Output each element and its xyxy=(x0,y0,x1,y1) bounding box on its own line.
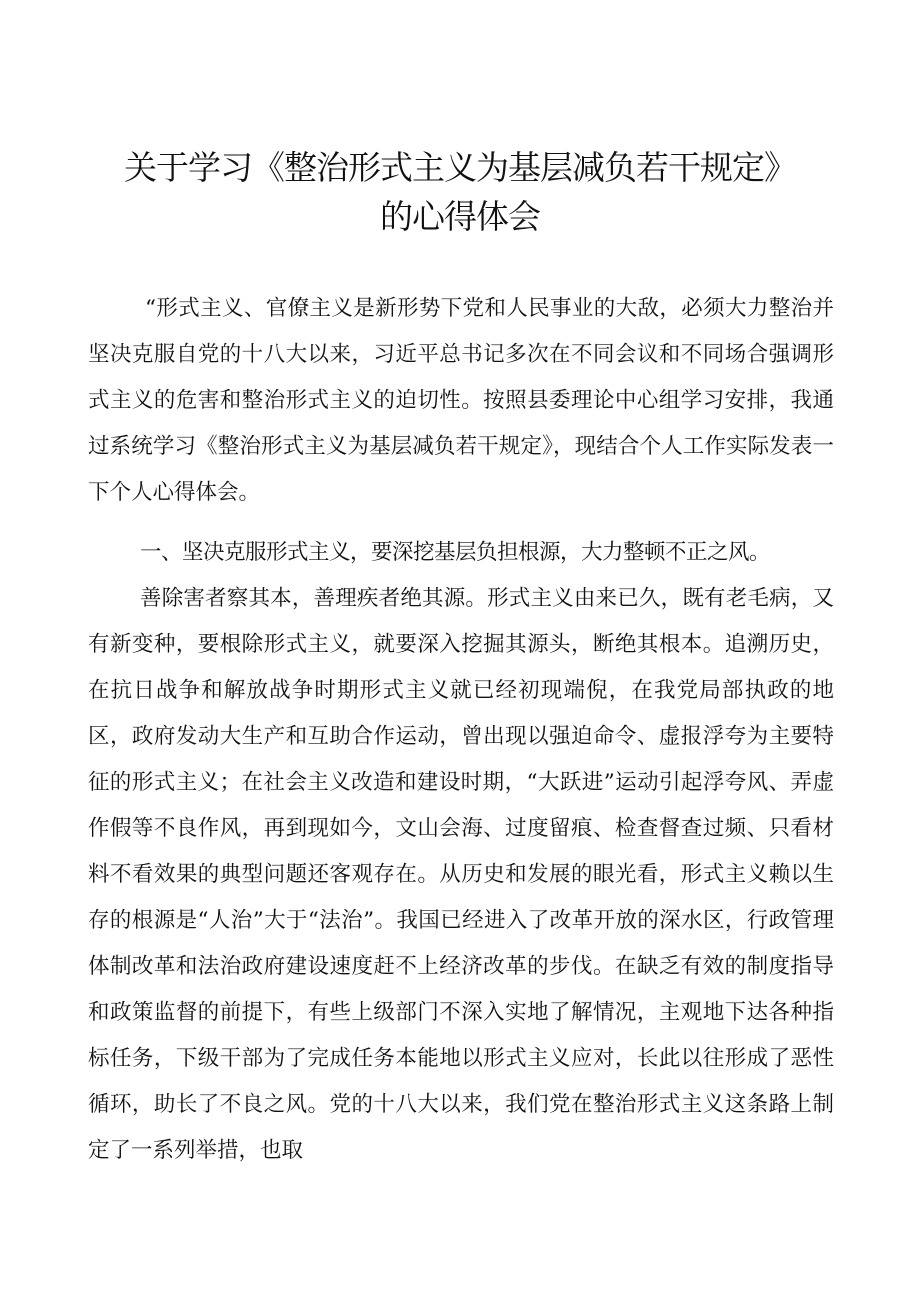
section-heading-1: 一、坚决克服形式主义，要深挖基层负担根源，大力整顿不正之风。 xyxy=(140,540,771,565)
section-1-paragraph: 善除害者察其本，善理疾者绝其源。形式主义由来已久，既有老毛病，又有新变种，要根除形式主义，就要深入挖掘其源头，断绝其根本。追溯历史，在抗日战争和解放战争时期形式主义就已经初现端倪，在我党局部执政的地区，政府发动大生产和互助合作运动，曾出现以强迫命令、虚报浮夸为主要特征的形式主义；在社会主义改造和建设时期，“大跃进”运动引起浮夸风、弄虚作假等不良作风，再到现如今，文山会海、过度留痕、检查督查过频、只看材料不看效果的典型问题还客观存在。从历史和发展的眼光看，形式主义赖以生存的根源是“人治”大于“法治”。我国已经进入了改革开放的深水区，行政管理体制改革和法治政府建设速度赶不上经济改革的步伐。在缺乏有效的制度指导和政策监督的前提下，有些上级部门不深入实地了解情况，主观地下达各种指标任务，下级干部为了完成任务本能地以形式主义应对，长此以往形成了恶性循环，助长了不良之风。党的十八大以来，我们党在整治形式主义这条路上制定了一系列举措，也取 xyxy=(88,586,834,1163)
document-title-line-2: 的心得体会 xyxy=(380,197,540,236)
document-title-line-1: 关于学习《整治形式主义为基层减负若干规定》 xyxy=(124,148,796,187)
intro-paragraph: “形式主义、官僚主义是新形势下党和人民事业的大敌，必须大力整治并坚决克服自党的十八大以来，习近平总书记多次在不同会议和不同场合强调形式主义的危害和整治形式主义的迫切性。按照县委理论中心组学习安排，我通过系统学习《整治形式主义为基层减负若干规定》，现结合个人工作实际发表一下个人心得体会。 xyxy=(88,296,834,505)
